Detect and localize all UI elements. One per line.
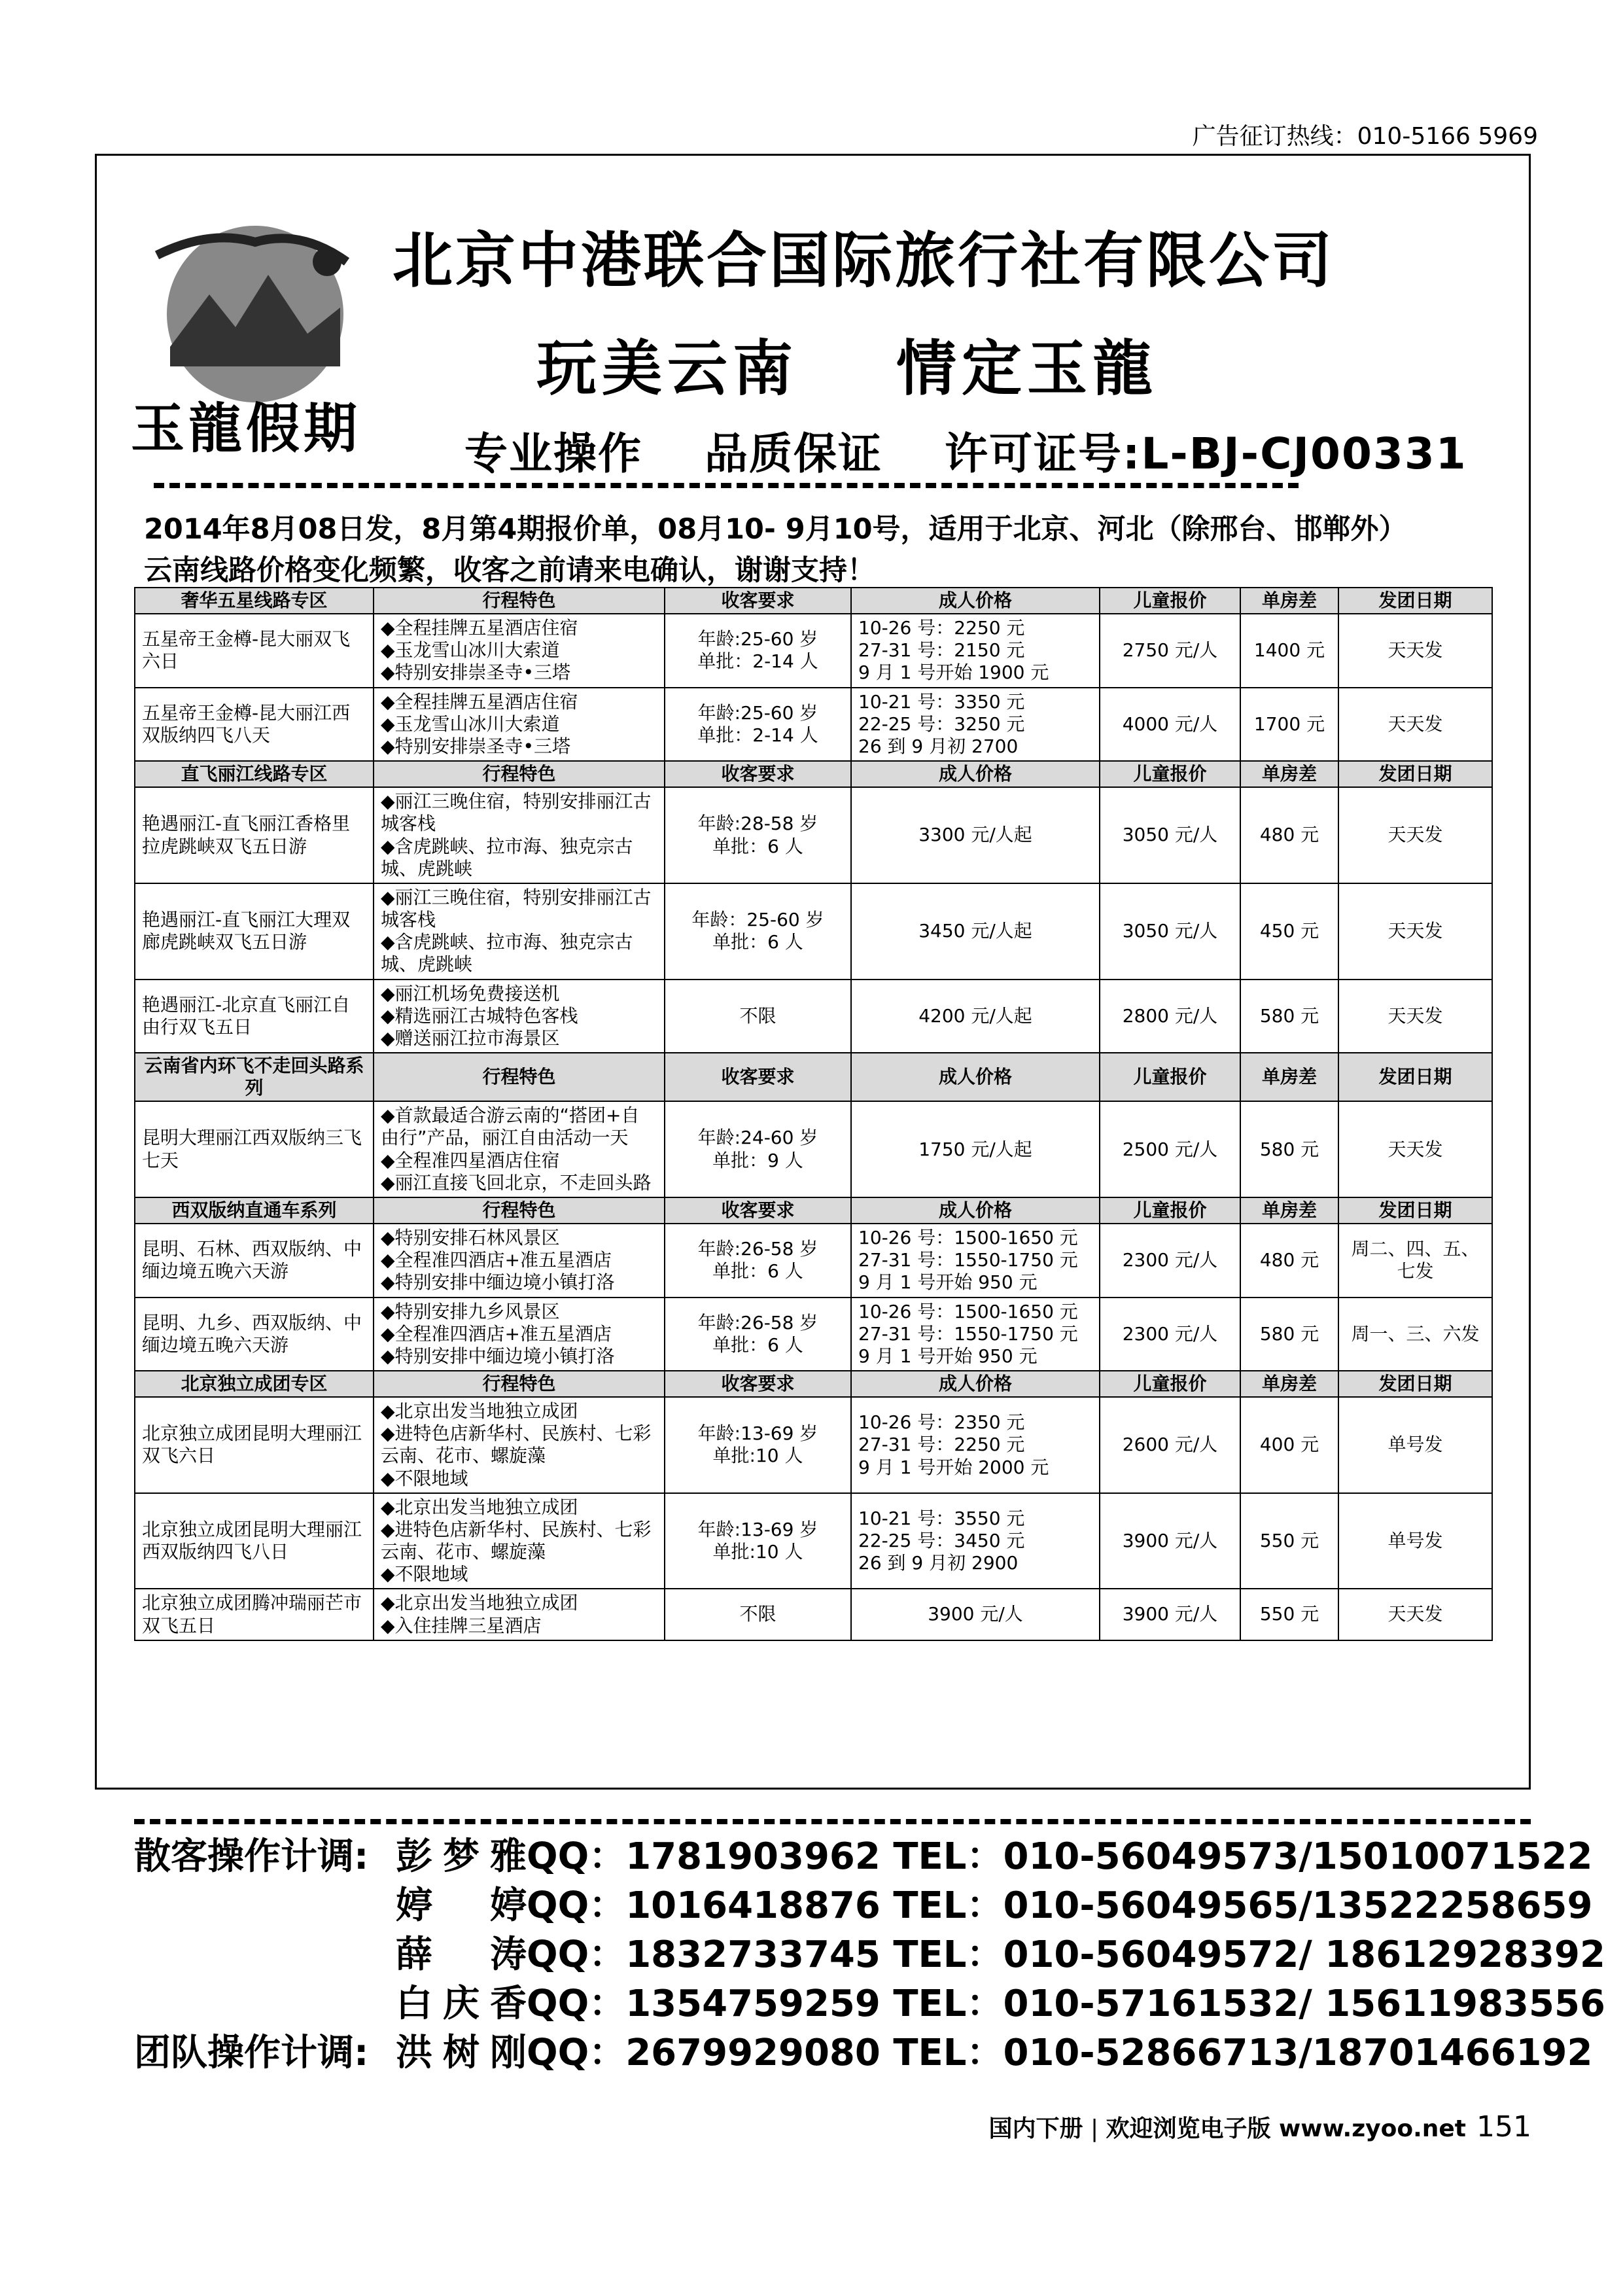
section-header <box>135 588 1492 614</box>
itinerary-features: ◆北京出发当地独立成团 ◆入住挂牌三星酒店 <box>374 1589 665 1640</box>
column-header: 单房差 <box>1240 1197 1338 1224</box>
route-name: 北京独立成团昆明大理丽江西双版纳四飞八日 <box>135 1493 374 1589</box>
table-row <box>135 1589 1492 1640</box>
single-supplement: 400 元 <box>1240 1397 1338 1493</box>
quality-line <box>464 419 1513 481</box>
column-header: 成人价格 <box>851 588 1100 614</box>
column-header: 发团日期 <box>1338 761 1492 787</box>
contact-info: QQ：1354759259 TEL：010-57161532/ 15611983556 <box>527 1983 1605 2025</box>
pro-item: 专业操作 <box>464 429 642 479</box>
departure-date: 单号发 <box>1338 1397 1492 1493</box>
contact-name: 洪树刚 <box>396 2032 527 2074</box>
route-name: 北京独立成团昆明大理丽江双飞六日 <box>135 1397 374 1493</box>
itinerary-features: ◆特别安排九乡风景区 ◆全程准四酒店+准五星酒店 ◆特别安排中缅边境小镇打洛 <box>374 1298 665 1371</box>
guest-requirement: 年龄:24-60 岁 单批：9 人 <box>665 1101 851 1197</box>
single-supplement: 580 元 <box>1240 1101 1338 1197</box>
slogan <box>536 321 1230 407</box>
child-price: 2750 元/人 <box>1100 614 1240 687</box>
price-table <box>134 587 1493 1641</box>
column-header: 收客要求 <box>665 1197 851 1224</box>
child-price: 3900 元/人 <box>1100 1589 1240 1640</box>
adult-price: 10-26 号：2250 元 27-31 号：2150 元 9 月 1 号开始 1900 元 <box>851 614 1100 687</box>
single-supplement: 480 元 <box>1240 787 1338 883</box>
adult-price: 3300 元/人起 <box>851 787 1100 883</box>
contact-row <box>134 1832 1605 1881</box>
itinerary-features: ◆全程挂牌五星酒店住宿 ◆玉龙雪山冰川大索道 ◆特别安排崇圣寺•三塔 <box>374 614 665 687</box>
column-header: 收客要求 <box>665 1053 851 1101</box>
adult-price: 3450 元/人起 <box>851 883 1100 980</box>
route-name: 艳遇丽江-北京直飞丽江自由行双飞五日 <box>135 980 374 1053</box>
column-header: 行程特色 <box>374 1371 665 1397</box>
brand-name: 玉龍假期 <box>131 397 362 460</box>
guest-requirement: 年龄：25-60 岁 单批：6 人 <box>665 883 851 980</box>
price-notice: 云南线路价格变化频繁，收客之前请来电确认，谢谢支持！ <box>144 554 875 587</box>
itinerary-features: ◆丽江三晚住宿，特别安排丽江古城客栈 ◆含虎跳峡、拉市海、独克宗古城、虎跳峡 <box>374 883 665 980</box>
itinerary-features: ◆特别安排石林风景区 ◆全程准四酒店+准五星酒店 ◆特别安排中缅边境小镇打洛 <box>374 1224 665 1297</box>
column-header: 儿童报价 <box>1100 1371 1240 1397</box>
child-price: 3900 元/人 <box>1100 1493 1240 1589</box>
footer-section: 国内下册 <box>988 2115 1083 2142</box>
child-price: 2800 元/人 <box>1100 980 1240 1053</box>
column-header: 收客要求 <box>665 761 851 787</box>
contact-name: 薛涛 <box>396 1934 527 1976</box>
guest-requirement: 年龄:13-69 岁 单批:10 人 <box>665 1397 851 1493</box>
departure-date: 天天发 <box>1338 614 1492 687</box>
column-header: 儿童报价 <box>1100 1197 1240 1224</box>
table-row <box>135 1397 1492 1493</box>
table-row <box>135 787 1492 883</box>
contact-info: QQ：1016418876 TEL：010-56049565/13522258659 <box>527 1884 1593 1927</box>
section-header <box>135 761 1492 787</box>
pro-item: 品质保证 <box>704 429 882 479</box>
single-supplement: 550 元 <box>1240 1589 1338 1640</box>
single-supplement: 1400 元 <box>1240 614 1338 687</box>
guest-requirement: 年龄:28-58 岁 单批：6 人 <box>665 787 851 883</box>
contact-info: QQ：1832733745 TEL：010-56049572/ 18612928392 <box>527 1934 1605 1976</box>
table-row <box>135 1298 1492 1371</box>
child-price: 2300 元/人 <box>1100 1224 1240 1297</box>
departure-date: 周一、三、六发 <box>1338 1298 1492 1371</box>
column-header: 奢华五星线路专区 <box>135 588 374 614</box>
divider <box>154 483 1299 488</box>
table-row <box>135 1101 1492 1197</box>
contacts-block <box>134 1832 1605 2077</box>
table-row <box>135 688 1492 761</box>
guest-requirement: 年龄:26-58 岁 单批：6 人 <box>665 1298 851 1371</box>
section-header <box>135 1197 1492 1224</box>
contact-info: QQ：1781903962 TEL：010-56049573/15010071522 <box>527 1835 1593 1878</box>
slogan-part: 情定玉龍 <box>896 334 1159 404</box>
table-row <box>135 614 1492 687</box>
contact-label: 散客操作计调: <box>134 1835 369 1878</box>
price-notice: 2014年8月08日发，8月第4期报价单，08月10- 9月10号，适用于北京、河北（除邢台、邯郸外） <box>144 513 1407 546</box>
column-header: 发团日期 <box>1338 1371 1492 1397</box>
contact-name: 白庆香 <box>396 1983 527 2025</box>
itinerary-features: ◆北京出发当地独立成团 ◆进特色店新华村、民族村、七彩云南、花市、螺旋藻 ◆不限地域 <box>374 1493 665 1589</box>
single-supplement: 580 元 <box>1240 1298 1338 1371</box>
license-number: 许可证号:L-BJ-CJ00331 <box>944 429 1467 479</box>
child-price: 3050 元/人 <box>1100 883 1240 980</box>
column-header: 成人价格 <box>851 1371 1100 1397</box>
page-footer: 国内下册 | 欢迎浏览电子版 www.zyoo.net 151 <box>988 2110 1531 2144</box>
adult-price: 10-21 号：3550 元 22-25 号：3450 元 26 到 9 月初 2900 <box>851 1493 1100 1589</box>
itinerary-features: ◆北京出发当地独立成团 ◆进特色店新华村、民族村、七彩云南、花市、螺旋藻 ◆不限地域 <box>374 1397 665 1493</box>
column-header: 云南省内环飞不走回头路系列 <box>135 1053 374 1101</box>
contact-name: 婷婷 <box>396 1884 527 1927</box>
contact-info: QQ：2679929080 TEL：010-52866713/18701466192 <box>527 2032 1593 2074</box>
column-header: 成人价格 <box>851 761 1100 787</box>
page-number: 151 <box>1476 2110 1531 2144</box>
adult-price: 4200 元/人起 <box>851 980 1100 1053</box>
column-header: 发团日期 <box>1338 588 1492 614</box>
guest-requirement: 年龄:26-58 岁 单批：6 人 <box>665 1224 851 1297</box>
adult-price: 10-26 号：1500-1650 元 27-31 号：1550-1750 元 9 月 1 号开始 950 元 <box>851 1298 1100 1371</box>
departure-date: 天天发 <box>1338 1589 1492 1640</box>
child-price: 3050 元/人 <box>1100 787 1240 883</box>
company-name: 北京中港联合国际旅行社有限公司 <box>393 226 1335 296</box>
column-header: 单房差 <box>1240 588 1338 614</box>
column-header: 发团日期 <box>1338 1053 1492 1101</box>
departure-date: 天天发 <box>1338 1101 1492 1197</box>
itinerary-features: ◆首款最适合游云南的“搭团+自由行”产品，丽江自由活动一天 ◆全程准四星酒店住宿 ◆丽江直接飞回北京，不走回头路 <box>374 1101 665 1197</box>
route-name: 五星帝王金樽-昆大丽江西双版纳四飞八天 <box>135 688 374 761</box>
route-name: 昆明大理丽江西双版纳三飞七天 <box>135 1101 374 1197</box>
adult-price: 1750 元/人起 <box>851 1101 1100 1197</box>
route-name: 艳遇丽江-直飞丽江大理双廊虎跳峡双飞五日游 <box>135 883 374 980</box>
contact-name: 彭梦雅 <box>396 1835 527 1878</box>
column-header: 单房差 <box>1240 761 1338 787</box>
itinerary-features: ◆全程挂牌五星酒店住宿 ◆玉龙雪山冰川大索道 ◆特别安排崇圣寺•三塔 <box>374 688 665 761</box>
column-header: 单房差 <box>1240 1371 1338 1397</box>
divider <box>134 1819 1531 1824</box>
table-row <box>135 980 1492 1053</box>
departure-date: 天天发 <box>1338 688 1492 761</box>
column-header: 西双版纳直通车系列 <box>135 1197 374 1224</box>
route-name: 艳遇丽江-直飞丽江香格里拉虎跳峡双飞五日游 <box>135 787 374 883</box>
adult-price: 10-26 号：2350 元 27-31 号：2250 元 9 月 1 号开始 2000 元 <box>851 1397 1100 1493</box>
footer-site: 欢迎浏览电子版 www.zyoo.net <box>1106 2115 1467 2142</box>
column-header: 行程特色 <box>374 588 665 614</box>
route-name: 北京独立成团腾冲瑞丽芒市双飞五日 <box>135 1589 374 1640</box>
itinerary-features: ◆丽江机场免费接送机 ◆精选丽江古城特色客栈 ◆赠送丽江拉市海景区 <box>374 980 665 1053</box>
guest-requirement: 年龄:25-60 岁 单批：2-14 人 <box>665 688 851 761</box>
route-name: 昆明、九乡、西双版纳、中缅边境五晚六天游 <box>135 1298 374 1371</box>
column-header: 儿童报价 <box>1100 761 1240 787</box>
adult-price: 10-21 号：3350 元 22-25 号：3250 元 26 到 9 月初 2700 <box>851 688 1100 761</box>
slogan-part: 玩美云南 <box>536 334 799 404</box>
departure-date: 天天发 <box>1338 980 1492 1053</box>
adult-price: 3900 元/人 <box>851 1589 1100 1640</box>
route-name: 昆明、石林、西双版纳、中缅边境五晚六天游 <box>135 1224 374 1297</box>
contact-row <box>134 1881 1605 1930</box>
departure-date: 单号发 <box>1338 1493 1492 1589</box>
guest-requirement: 年龄:13-69 岁 单批:10 人 <box>665 1493 851 1589</box>
table-row <box>135 1493 1492 1589</box>
column-header: 儿童报价 <box>1100 588 1240 614</box>
contact-row <box>134 2028 1605 2077</box>
column-header: 收客要求 <box>665 1371 851 1397</box>
adult-price: 10-26 号：1500-1650 元 27-31 号：1550-1750 元 9 月 1 号开始 950 元 <box>851 1224 1100 1297</box>
departure-date: 天天发 <box>1338 787 1492 883</box>
column-header: 行程特色 <box>374 1053 665 1101</box>
section-header <box>135 1371 1492 1397</box>
ad-hotline: 广告征订热线：010-5166 5969 <box>1192 123 1538 150</box>
column-header: 行程特色 <box>374 761 665 787</box>
child-price: 2500 元/人 <box>1100 1101 1240 1197</box>
column-header: 儿童报价 <box>1100 1053 1240 1101</box>
column-header: 成人价格 <box>851 1053 1100 1101</box>
section-header <box>135 1053 1492 1101</box>
table-row <box>135 1224 1492 1297</box>
child-price: 4000 元/人 <box>1100 688 1240 761</box>
column-header: 单房差 <box>1240 1053 1338 1101</box>
single-supplement: 480 元 <box>1240 1224 1338 1297</box>
contact-label: 团队操作计调: <box>134 2032 369 2074</box>
column-header: 北京独立成团专区 <box>135 1371 374 1397</box>
column-header: 发团日期 <box>1338 1197 1492 1224</box>
itinerary-features: ◆丽江三晚住宿，特别安排丽江古城客栈 ◆含虎跳峡、拉市海、独克宗古城、虎跳峡 <box>374 787 665 883</box>
departure-date: 天天发 <box>1338 883 1492 980</box>
departure-date: 周二、四、五、七发 <box>1338 1224 1492 1297</box>
table-row <box>135 883 1492 980</box>
guest-requirement: 不限 <box>665 1589 851 1640</box>
single-supplement: 1700 元 <box>1240 688 1338 761</box>
contact-row <box>134 1930 1605 1979</box>
guest-requirement: 不限 <box>665 980 851 1053</box>
column-header: 收客要求 <box>665 588 851 614</box>
single-supplement: 580 元 <box>1240 980 1338 1053</box>
route-name: 五星帝王金樽-昆大丽双飞六日 <box>135 614 374 687</box>
child-price: 2600 元/人 <box>1100 1397 1240 1493</box>
column-header: 行程特色 <box>374 1197 665 1224</box>
column-header: 直飞丽江线路专区 <box>135 761 374 787</box>
guest-requirement: 年龄:25-60 岁 单批：2-14 人 <box>665 614 851 687</box>
single-supplement: 450 元 <box>1240 883 1338 980</box>
child-price: 2300 元/人 <box>1100 1298 1240 1371</box>
contact-row <box>134 1979 1605 2028</box>
single-supplement: 550 元 <box>1240 1493 1338 1589</box>
column-header: 成人价格 <box>851 1197 1100 1224</box>
